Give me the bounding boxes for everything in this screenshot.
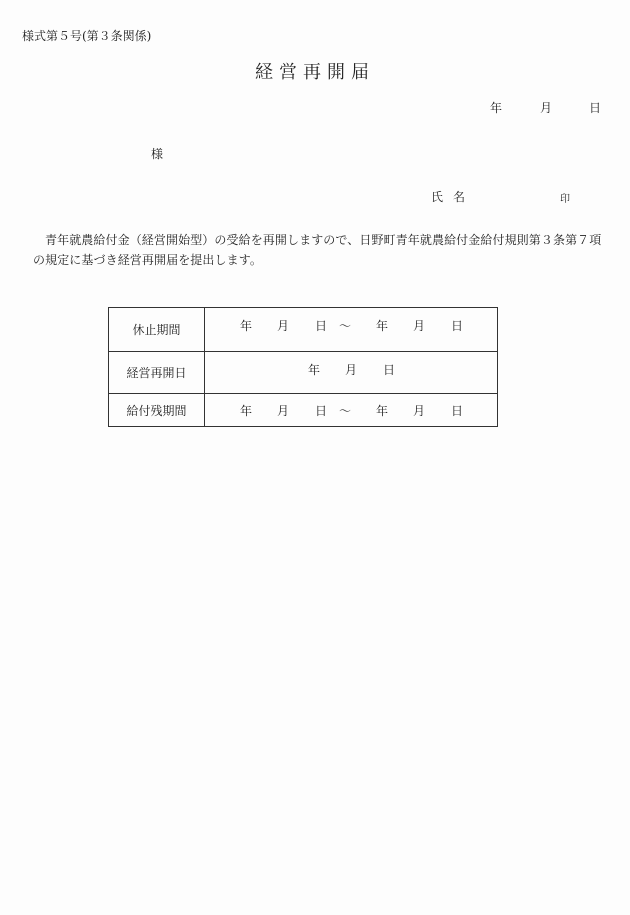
table-row (109, 352, 498, 394)
body-paragraph: 青年就農給付金（経営開始型）の受給を再開しますので、日野町青年就農給付金給付規則第３条第７項の規定に基づき経営再開届を提出します。 (33, 233, 602, 267)
month-label: 月 (277, 319, 290, 333)
month-label: 月 (277, 404, 290, 418)
year-label: 年 (240, 404, 253, 418)
day-label: 日 (451, 319, 464, 333)
form-number: 様式第５号(第３条関係) (22, 29, 152, 43)
year-label: 年 (376, 404, 389, 418)
day-label: 日 (315, 319, 328, 333)
day-label: 日 (315, 404, 328, 418)
row-label: 休止期間 (109, 308, 205, 352)
year-label: 年 (308, 363, 321, 377)
year-label: 年 (240, 319, 253, 333)
resume-date-cell (205, 352, 498, 394)
month-label: 月 (413, 404, 426, 418)
addressee-suffix: 様 (151, 147, 164, 161)
range-separator: ～ (339, 404, 352, 418)
range-separator: ～ (339, 319, 352, 333)
row-label: 給付残期間 (109, 394, 205, 427)
date-month-label: 月 (540, 101, 553, 115)
applicant-name-label: 氏名 (431, 190, 476, 204)
seal-mark: 印 (560, 194, 570, 205)
period-value-cell (205, 308, 498, 352)
year-label: 年 (376, 319, 389, 333)
month-label: 月 (345, 363, 358, 377)
day-label: 日 (383, 363, 396, 377)
period-value-cell (205, 394, 498, 427)
table-row (109, 394, 498, 427)
date-year-label: 年 (490, 101, 503, 115)
date-day-label: 日 (589, 101, 602, 115)
period-table (108, 307, 498, 427)
day-label: 日 (451, 404, 464, 418)
row-label: 経営再開日 (109, 352, 205, 394)
table-row (109, 308, 498, 352)
month-label: 月 (413, 319, 426, 333)
document-title: 経営再開届 (255, 62, 375, 83)
